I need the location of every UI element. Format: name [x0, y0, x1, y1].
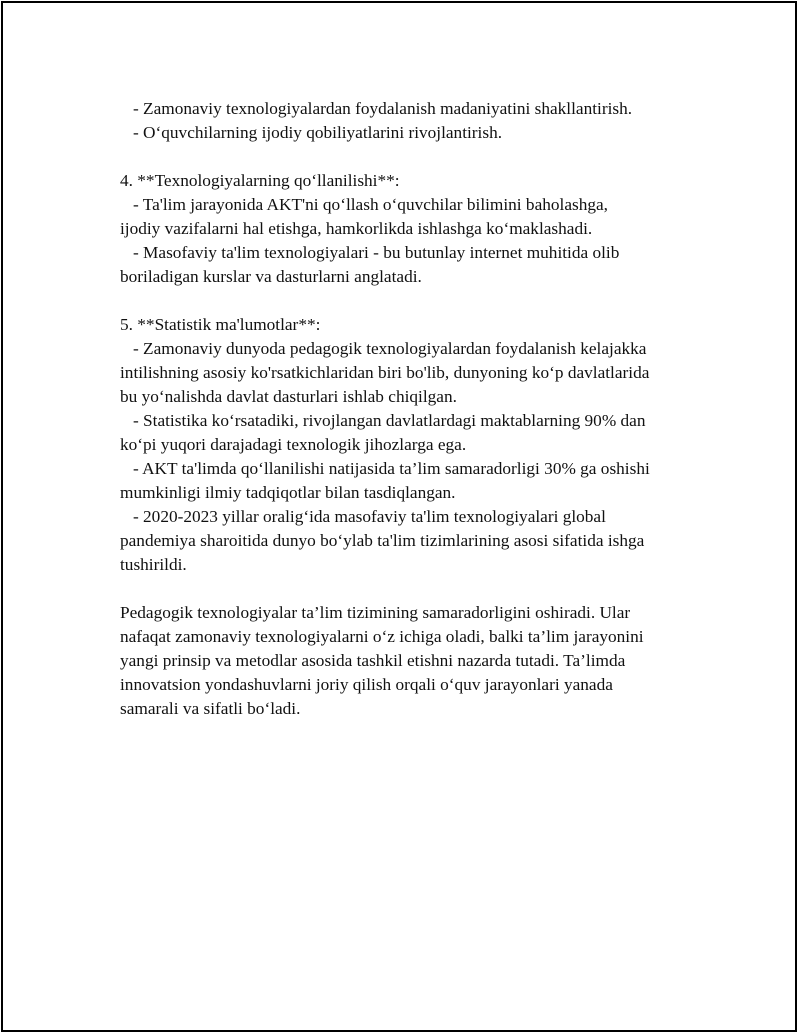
section-5-heading: 5. **Statistik ma'lumotlar**:	[120, 315, 321, 334]
conclusion-line: yangi prinsip va metodlar asosida tashkil etishni nazarda tutadi. Ta’limda	[120, 651, 626, 670]
section-4-line: boriladigan kurslar va dasturlarni anglatadi.	[120, 267, 422, 286]
section-5-line: ko‘pi yuqori darajadagi texnologik jihozlarga ega.	[120, 435, 467, 454]
section-4-line: - Masofaviy ta'lim texnologiyalari - bu butunlay internet muhitida olib	[120, 243, 620, 262]
section-5-line: pandemiya sharoitida dunyo bo‘ylab ta'lim tizimlarining asosi sifatida ishga	[120, 531, 645, 550]
conclusion-line: samarali va sifatli bo‘ladi.	[120, 699, 301, 718]
section-5-line: intilishning asosiy ko'rsatkichlaridan biri bo'lib, dunyoning ko‘p davlatlarida	[120, 363, 650, 382]
section-5-line: tushirildi.	[120, 555, 187, 574]
section-5-line: - AKT ta'limda qo‘llanilishi natijasida ta’lim samaradorligi 30% ga oshishi	[120, 459, 650, 478]
paragraph-spacer	[120, 289, 695, 313]
conclusion-line: innovatsion yondashuvlarni joriy qilish orqali o‘quv jarayonlari yanada	[120, 675, 613, 694]
conclusion-line: Pedagogik texnologiyalar ta’lim tizimining samaradorligini oshiradi. Ular	[120, 603, 631, 622]
section-4-line: - Ta'lim jarayonida AKT'ni qo‘llash o‘quvchilar bilimini baholashga,	[120, 195, 608, 214]
document-page	[1, 1, 797, 1032]
section-5-line: mumkinligi ilmiy tadqiqotlar bilan tasdiqlangan.	[120, 483, 456, 502]
paragraph-spacer	[120, 145, 695, 169]
intro-bullet: - O‘quvchilarning ijodiy qobiliyatlarini rivojlantirish.	[120, 123, 503, 142]
intro-bullet: - Zamonaviy texnologiyalardan foydalanish madaniyatini shakllantirish.	[120, 99, 633, 118]
section-5-line: - Zamonaviy dunyoda pedagogik texnologiyalardan foydalanish kelajakka	[120, 339, 647, 358]
section-5-line: - Statistika ko‘rsatadiki, rivojlangan davlatlardagi maktablarning 90% dan	[120, 411, 646, 430]
conclusion-line: nafaqat zamonaviy texnologiyalarni o‘z ichiga oladi, balki ta’lim jarayonini	[120, 627, 644, 646]
document-body	[120, 97, 695, 721]
section-4-line: ijodiy vazifalarni hal etishga, hamkorlikda ishlashga ko‘maklashadi.	[120, 219, 593, 238]
section-5-line: bu yo‘nalishda davlat dasturlari ishlab chiqilgan.	[120, 387, 457, 406]
section-5-line: - 2020-2023 yillar oralig‘ida masofaviy ta'lim texnologiyalari global	[120, 507, 606, 526]
paragraph-spacer	[120, 577, 695, 601]
section-4-heading: 4. **Texnologiyalarning qo‘llanilishi**:	[120, 171, 400, 190]
